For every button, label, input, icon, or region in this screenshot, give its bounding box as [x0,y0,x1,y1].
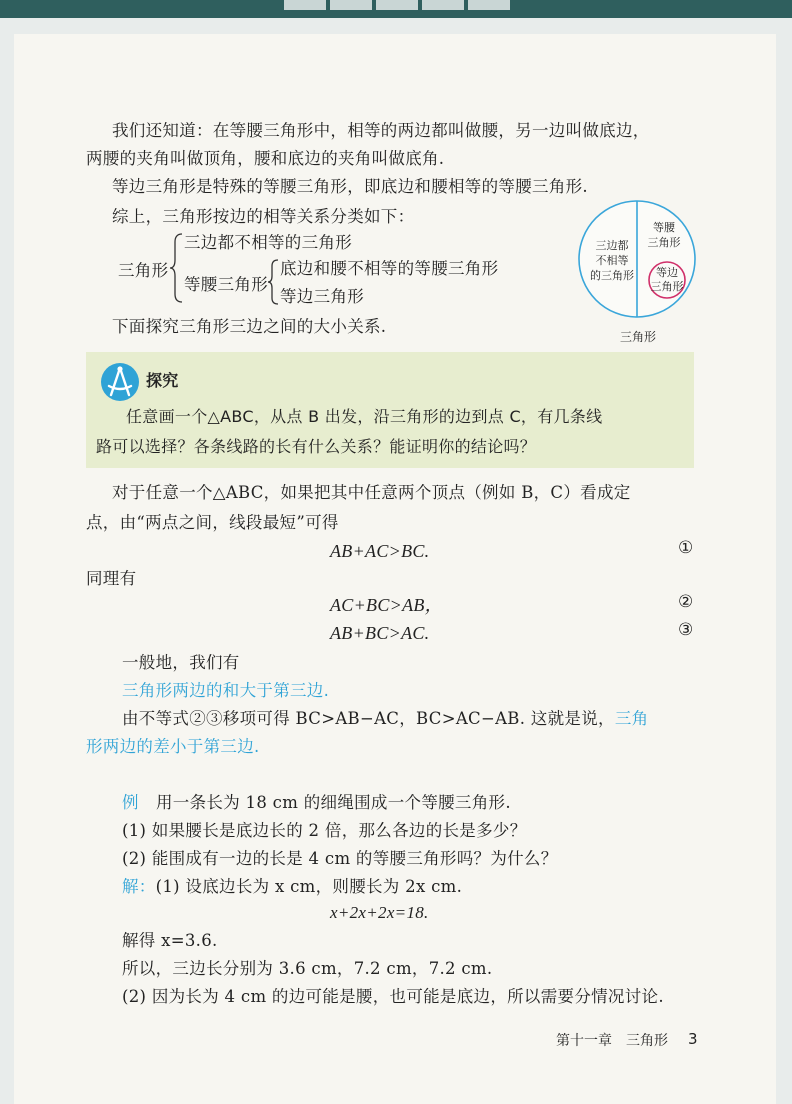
class-branch1: 三边都不相等的三角形 [184,233,352,252]
explore-line1: 任意画一个△ABC，从点 B 出发，沿三角形的边到点 C，有几条线 [126,407,603,426]
brace-right-icon [268,258,280,306]
inequality-3: AB+BC>AC. [330,623,430,643]
example-label: 例 [122,793,139,812]
equation: x+2x+2x=18. [330,903,429,922]
para5-line2: 点，由“两点之间，线段最短”可得 [86,513,339,532]
brace-left-icon [170,232,184,304]
class-branch2: 等腰三角形 [184,275,268,294]
para5-line1: 对于任意一个△ABC，如果把其中任意两个顶点（例如 B，C）看成定 [112,483,631,502]
para6-line1-text: 由不等式②③移项可得 BC>AB−AC，BC>AC−AB. 这就是说， [122,709,615,728]
solution-1-text: (1) 设底边长为 x cm，则腰长为 2x cm. [155,877,463,896]
para1-line2: 两腰的夹角叫做顶角，腰和底边的夹角叫做底角. [86,149,445,168]
example-q1: (1) 如果腰长是底边长的 2 倍，那么各边的长是多少？ [122,821,527,840]
venn-caption: 三角形 [619,330,656,344]
para2: 等边三角形是特殊的等腰三角形，即底边和腰相等的等腰三角形. [112,177,588,196]
example-q2: (2) 能围成有一边的长是 4 cm 的等腰三角形吗？为什么？ [122,849,558,868]
class-sub1: 底边和腰不相等的等腰三角形 [280,259,499,278]
inequality-2-number: ② [678,592,694,612]
explore-line2: 路可以选择？各条线路的长有什么关系？能证明你的结论吗？ [96,437,537,456]
solve-result: 解得 x=3.6. [122,931,218,950]
para4: 下面探究三角形三边之间的大小关系. [112,317,387,336]
venn-left-label: 三边都 不相等 的三角形 [590,239,634,282]
venn-inner-label: 等边 三角形 [650,266,684,293]
so-conclusion: 所以，三边长分别为 3.6 cm，7.2 cm，7.2 cm. [122,959,493,978]
class-sub2: 等边三角形 [280,287,364,306]
para1-line1: 我们还知道：在等腰三角形中，相等的两边都叫做腰，另一边叫做底边， [112,121,650,140]
theorem-1: 三角形两边的和大于第三边. [122,681,330,700]
theorem-2-start: 三角 [614,709,649,728]
page-number: 3 [688,1030,698,1048]
example-text: 用一条长为 18 cm 的细绳围成一个等腰三角形. [156,793,511,812]
explore-title: 探究 [146,371,179,390]
theorem-2-end: 形两边的差小于第三边. [86,737,260,756]
solution-2: (2) 因为长为 4 cm 的边可能是腰，也可能是底边，所以需要分情况讨论. [122,987,664,1006]
inequality-1: AB+AC>BC. [330,541,430,561]
footer-chapter: 第十一章 三角形 [556,1033,668,1049]
banner-tabs [284,0,510,10]
inequality-2: AC+BC>AB， [330,595,443,615]
explore-compass-icon [100,362,140,402]
solution-label: 解： [122,877,156,896]
venn-right-label: 等腰 三角形 [647,221,681,249]
same-reason: 同理有 [86,569,137,588]
solution-1 [122,874,462,900]
general: 一般地，我们有 [122,653,240,672]
para3: 综上，三角形按边的相等关系分类如下： [112,207,415,226]
para6-line1 [122,706,648,732]
inequality-1-number: ① [678,538,694,558]
top-banner [0,0,792,18]
class-root: 三角形 [118,261,169,280]
inequality-3-number: ③ [678,620,694,640]
